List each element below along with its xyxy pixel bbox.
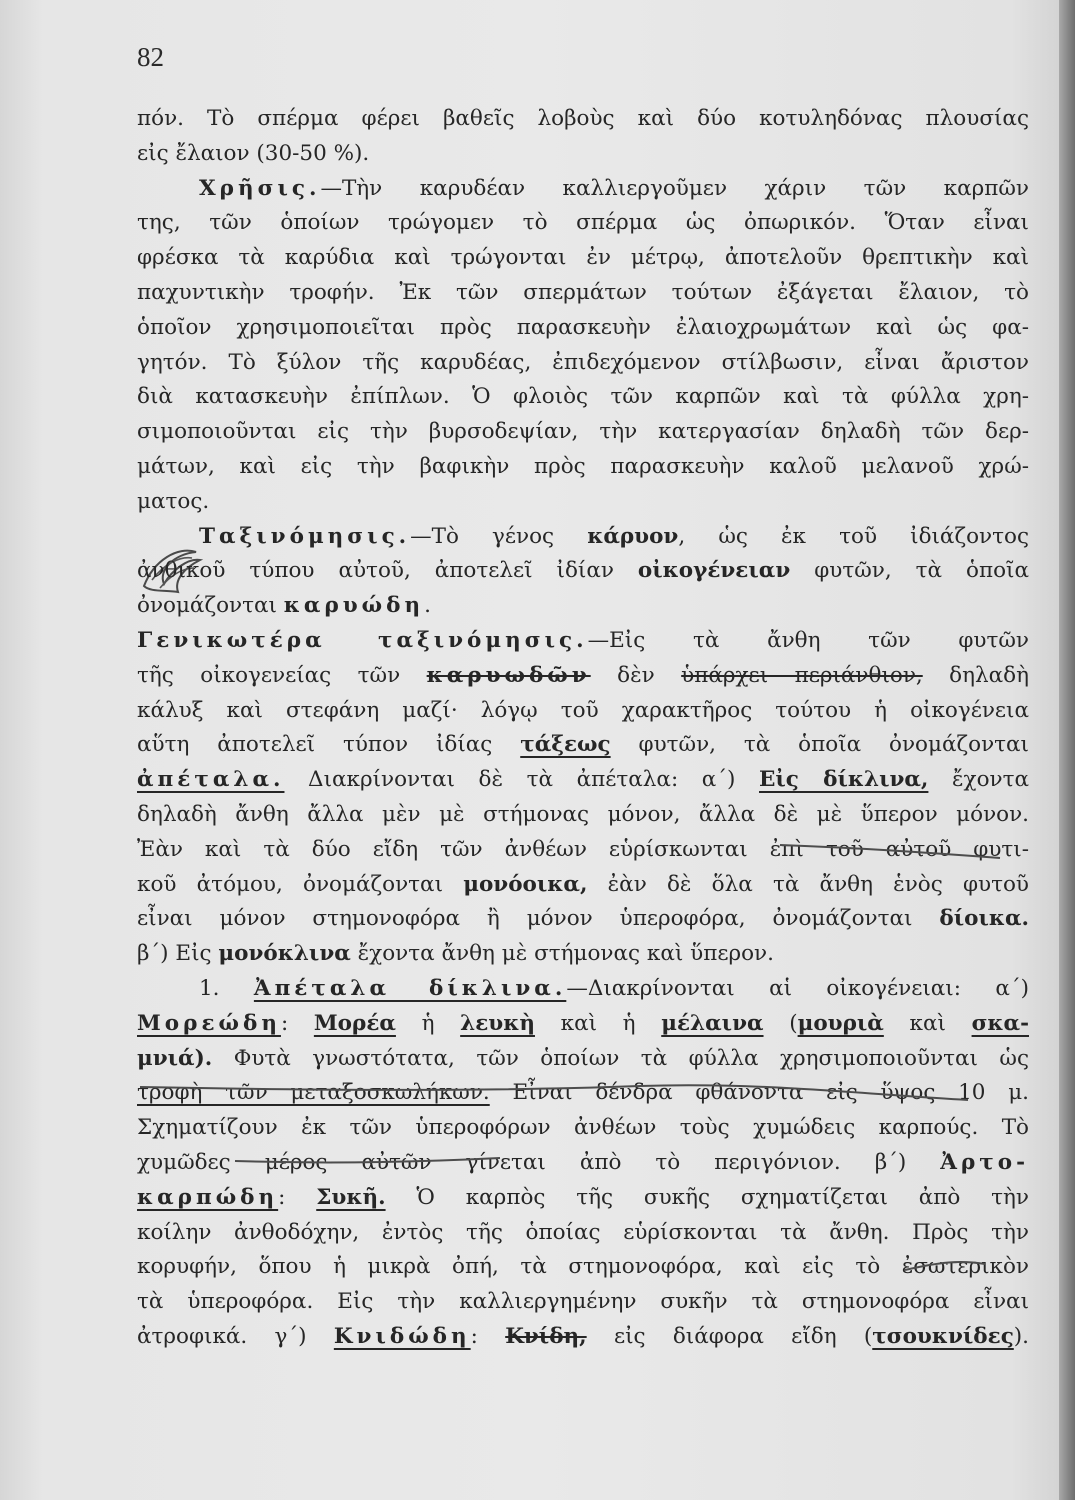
text-run: καὶ ἡ: [534, 1010, 662, 1036]
text-line: [137, 659, 1029, 694]
text-run: ἀνθικοῦ τύπου αὐτοῦ, ἀποτελεῖ ἰδίαν: [137, 558, 638, 584]
text-run: β΄) Εἰς: [137, 941, 219, 967]
text-line: [137, 1146, 1029, 1181]
text-line: τὰ ὑπεροφόρα. Εἰς τὴν καλλιεργημένην συκῆν τὰ στημονοφόρα εἶναι: [137, 1289, 1029, 1315]
text-run: χυμῶδες μέρος αὐτῶν γίνεται ἀπὸ τὸ περιγόνιον. β΄): [137, 1149, 941, 1175]
body-text: [137, 102, 1029, 1355]
text-run: :: [278, 1184, 317, 1210]
text-run: 1.: [199, 975, 254, 1001]
text-run: φυτῶν, τὰ ὁποῖα ὀνομάζονται: [610, 732, 1029, 758]
term-eis-diklina: Εἰς δίκλινα,: [759, 767, 929, 793]
text-line: πόν. Τὸ σπέρμα φέρει βαθεῖς λοβοὺς καὶ δύο κοτυληδόνας πλουσίας: [137, 106, 1029, 131]
text-line: σιμοποιοῦνται εἰς τὴν βυρσοδεψίαν, τὴν κατεργασίαν δηλαδὴ τῶν δερ-: [137, 419, 1029, 445]
text-run: ἀτροφικά. γ΄): [137, 1323, 334, 1349]
text-run: :: [470, 1323, 506, 1349]
heading-taxinomisis: Ταξινόμησις.: [199, 523, 411, 549]
term-knidi: Κνίδη,: [505, 1323, 587, 1349]
term-dioika: δίοικα.: [939, 906, 1029, 932]
text-line: [137, 1007, 1029, 1042]
term-karyodon: καρυωδῶν: [426, 662, 591, 688]
term-moreodi: Μορεώδη: [137, 1010, 281, 1036]
text-line: φρέσκα τὰ καρύδια καὶ τρώγονται ἐν μέτρῳ, ἀποτελοῦν θρεπτικὴν καὶ: [137, 245, 1029, 271]
term-karyon: κάρυον: [587, 523, 679, 549]
underlined-phrase: τροφὴ τῶν μεταξοσκωλήκων.: [137, 1080, 490, 1106]
text-line: [137, 1042, 1029, 1077]
heading-chrisis: Χρῆσις.: [199, 175, 321, 201]
heading-genikotera-taxinomisis: Γενικωτέρα ταξινόμησις.: [137, 627, 588, 653]
text-run: (: [763, 1010, 798, 1036]
term-apetala: ἀπέταλα.: [137, 767, 285, 793]
text-run: κοῦ ἀτόμου, ὀνομάζονται: [137, 871, 464, 897]
term-morea: Μορέα: [313, 1010, 396, 1036]
text-line: ὁποῖον χρησιμοποιεῖται πρὸς παρασκευὴν ἐλαιοχρωμάτων καὶ ὡς φα-: [137, 314, 1029, 340]
text-line: διὰ κατασκευὴν ἐπίπλων. Ὁ φλοιὸς τῶν καρπῶν καὶ τὰ φύλλα χρη-: [137, 384, 1029, 410]
text-run: δηλαδὴ: [922, 662, 1029, 688]
text-line: [137, 520, 1029, 555]
text-run: —Εἰς τὰ ἄνθη τῶν φυτῶν: [587, 627, 1029, 653]
text-run: καὶ: [883, 1010, 972, 1036]
text-run: , ὡς ἐκ τοῦ ἰδιάζοντος: [678, 523, 1029, 549]
text-run: εἰς διάφορα εἴδη (: [586, 1323, 873, 1349]
text-line: [137, 763, 1029, 798]
term-lefki: λευκὴ: [460, 1010, 535, 1036]
term-karpodi: καρπώδη: [137, 1184, 279, 1210]
term-monoklina: μονόκλινα: [218, 941, 351, 967]
text-line: [137, 589, 1029, 624]
heading-apetala-diklina: Ἀπέταλα δίκλινα.: [253, 975, 567, 1001]
term-oikogeneian: οἰκογένειαν: [637, 558, 791, 584]
text-line: κάλυξ καὶ στεφάνη μαζί· λόγῳ τοῦ χαρακτῆρος τούτου ἡ οἰκογένεια: [137, 697, 1029, 723]
page-number: 82: [137, 42, 164, 72]
text-line: [137, 554, 1029, 589]
text-run: ).: [1013, 1323, 1029, 1349]
text-run: .: [424, 593, 431, 619]
text-line: κοίλην ἀνθοδόχην, ἐντὸς τῆς ὁποίας εὑρίσκονται τὰ ἄνθη. Πρὸς τὴν: [137, 1219, 1029, 1245]
text-run: τῆς οἰκογενείας τῶν: [137, 662, 427, 688]
text-run: —Τὴν καρυδέαν καλλιεργοῦμεν χάριν τῶν καρπῶν: [320, 175, 1029, 201]
text-run: Διακρίνονται δὲ τὰ ἀπέταλα: α΄): [284, 767, 760, 793]
text-line: [137, 1181, 1029, 1216]
text-line: [137, 868, 1029, 903]
term-monooika: μονόοικα,: [463, 871, 588, 897]
text-line: Σχηματίζουν ἐκ τῶν ὑπεροφόρων ἀνθέων τοὺς χυμώδεις καρπούς. Τὸ: [137, 1115, 1029, 1141]
text-line: εἰς ἔλαιον (30-50 %).: [137, 140, 370, 166]
text-line: κορυφήν, ὅπου ἡ μικρὰ ὀπή, τὰ στημονοφόρα, καὶ εἰς τὸ ἐσωτερικὸν: [137, 1254, 1029, 1280]
text-line: μάτων, καὶ εἰς τὴν βαφικὴν πρὸς παρασκευὴν καλοῦ μελανοῦ χρώ-: [137, 453, 1029, 479]
term-skamnia: σκα-: [971, 1010, 1029, 1036]
text-line: ματος.: [137, 488, 210, 514]
text-run: Φυτὰ γνωστότατα, τῶν ὁποίων τὰ φύλλα χρησιμοποιοῦνται ὡς: [212, 1045, 1029, 1071]
text-line: [137, 1320, 1029, 1355]
text-run: αὕτη ἀποτελεῖ τύπον ἰδίας: [137, 732, 521, 758]
text-line: της, τῶν ὁποίων τρώγομεν τὸ σπέρμα ὡς ὀπωρικόν. Ὅταν εἶναι: [137, 210, 1029, 236]
term-melaina: μέλαινα: [661, 1010, 764, 1036]
text-run: ἔχοντα ἄνθη μὲ στήμονας καὶ ὕπερον.: [350, 941, 774, 967]
term-karyodi: καρυώδη: [283, 593, 425, 619]
term-syki: Συκῆ.: [316, 1184, 386, 1210]
text-run: εἶναι μόνον στημονοφόρα ἢ μόνον ὑπεροφόρα, ὀνομάζονται: [137, 906, 940, 932]
text-line: γητόν. Τὸ ξύλον τῆς καρυδέας, ἐπιδεχόμενον στίλβωσιν, εἶναι ἄριστον: [137, 349, 1029, 375]
text-run: Ὁ καρπὸς τῆς συκῆς σχηματίζεται ἀπὸ τὴν: [385, 1184, 1029, 1210]
text-line: [137, 1076, 1029, 1111]
term-arto: Ἀρτο-: [940, 1149, 1029, 1175]
term-tsouknides: τσουκνίδες: [872, 1323, 1014, 1349]
text-run: —Τὸ γένος: [410, 523, 588, 549]
page-edge-shadow: [1059, 0, 1075, 1500]
text-line: δηλαδὴ ἄνθη ἄλλα μὲν μὲ στήμονας μόνον, ἄλλα δὲ μὲ ὕπερον μόνον.: [137, 801, 1029, 827]
text-run: ἔχοντα: [928, 767, 1029, 793]
text-line: Ἐὰν καὶ τὰ δύο εἴδη τῶν ἀνθέων εὑρίσκωνται ἐπὶ τοῦ αὐτοῦ φυτι-: [137, 836, 1029, 862]
text-run: φυτῶν, τὰ ὁποῖα: [790, 558, 1029, 584]
text-run: ἡ: [395, 1010, 461, 1036]
term-mouria: μουριὰ: [797, 1010, 884, 1036]
text-line: [137, 902, 1029, 937]
text-line: [137, 972, 1029, 1007]
text-line: [137, 624, 1029, 659]
term-knidodi: Κνιδώδη: [333, 1323, 471, 1349]
text-line: [137, 728, 1029, 763]
term-skamnia-end: μνιά).: [137, 1045, 213, 1071]
text-line: [137, 172, 1029, 207]
text-run: δὲν: [590, 662, 682, 688]
text-run: Εἶναι δένδρα φθάνοντα εἰς ὕψος 10 μ.: [489, 1080, 1029, 1106]
underlined-phrase: ὑπάρχει περιάνθιον,: [681, 662, 923, 688]
text-run: —Διακρίνονται αἱ οἰκογένειαι: α΄): [566, 975, 1029, 1001]
text-run: :: [280, 1010, 314, 1036]
text-run: ὀνομάζονται: [137, 593, 284, 619]
text-line: παχυντικὴν τροφήν. Ἐκ τῶν σπερμάτων τούτων ἐξάγεται ἔλαιον, τὸ: [137, 279, 1029, 305]
term-taxeos: τάξεως: [520, 732, 611, 758]
text-run: ἐὰν δὲ ὅλα τὰ ἄνθη ἑνὸς φυτοῦ: [587, 871, 1029, 897]
text-line: [137, 937, 1029, 972]
